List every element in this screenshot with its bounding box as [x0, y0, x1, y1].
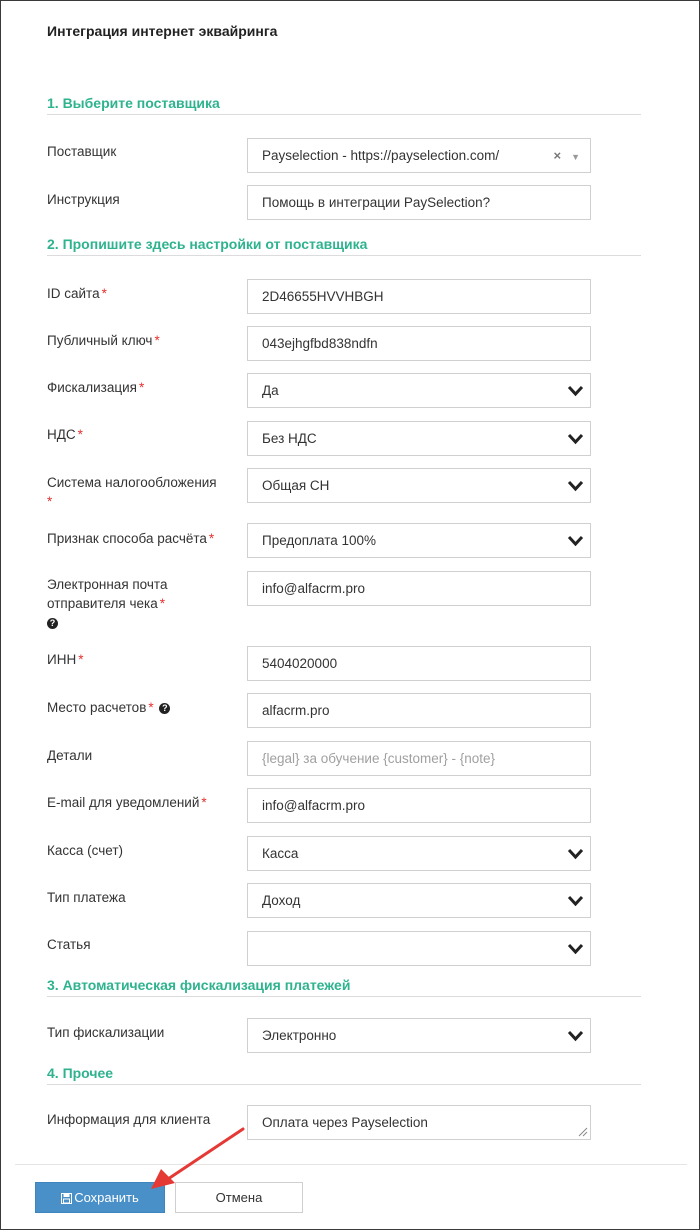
vat-select[interactable]: Без НДС — [247, 421, 591, 456]
required-mark: * — [159, 596, 165, 611]
site-id-input[interactable]: 2D46655HVVHBGH — [247, 279, 591, 314]
fiscalization-select[interactable]: Да — [247, 373, 591, 408]
floppy-disk-icon — [61, 1193, 72, 1204]
chevron-down-icon — [567, 943, 584, 955]
fiscal-type-select[interactable]: Электронно — [247, 1018, 591, 1053]
clear-icon[interactable]: × — [553, 148, 562, 163]
chevron-down-icon — [567, 433, 584, 445]
required-mark: * — [154, 333, 160, 348]
required-mark: * — [201, 795, 207, 810]
public-key-input[interactable]: 043ejhgfbd838ndfn — [247, 326, 591, 361]
caret-down-icon[interactable]: ▼ — [571, 152, 580, 162]
sender-email-input[interactable]: info@alfacrm.pro — [247, 571, 591, 606]
required-mark: * — [148, 700, 154, 715]
annotation-arrow — [141, 1121, 251, 1191]
cashbox-select[interactable]: Касса — [247, 836, 591, 871]
settlement-place-input[interactable]: alfacrm.pro — [247, 693, 591, 728]
sender-email-label: Электронная почта отправителя чека * ? — [47, 577, 168, 628]
vat-label: НДС * — [47, 427, 83, 442]
instruction-label: Инструкция — [47, 192, 120, 207]
chevron-down-icon — [567, 480, 584, 492]
footer-divider — [15, 1164, 687, 1165]
notify-email-input[interactable]: info@alfacrm.pro — [247, 788, 591, 823]
chevron-down-icon — [567, 385, 584, 397]
required-mark: * — [208, 531, 215, 546]
cashbox-label: Касса (счет) — [47, 843, 123, 858]
site-id-label: ID сайта * — [47, 286, 107, 301]
resize-handle-icon[interactable] — [578, 1127, 588, 1137]
chevron-down-icon — [567, 535, 584, 547]
payment-type-label: Тип платежа — [47, 890, 126, 905]
notify-email-label: E-mail для уведомлений * — [47, 795, 207, 810]
cancel-button[interactable]: Отмена — [175, 1182, 303, 1213]
details-label: Детали — [47, 748, 93, 763]
provider-value: Payselection - https://payselection.com/ — [262, 148, 500, 163]
settlement-place-label: Место расчетов * ? — [47, 698, 237, 717]
modal-title: Интеграция интернет эквайринга — [47, 23, 278, 39]
save-button[interactable]: Сохранить — [35, 1182, 165, 1213]
chevron-down-icon — [567, 848, 584, 860]
section-header-auto-fiscalization: 3. Автоматическая фискализация платежей — [47, 977, 641, 997]
instruction-link[interactable]: Помощь в интеграции PaySelection? — [247, 185, 591, 220]
fiscalization-label: Фискализация * — [47, 380, 145, 395]
required-mark: * — [47, 494, 53, 509]
chevron-down-icon — [567, 1030, 584, 1042]
public-key-label: Публичный ключ * — [47, 333, 160, 348]
fiscal-type-label: Тип фискализации — [47, 1025, 165, 1040]
article-select[interactable] — [247, 931, 591, 966]
help-icon[interactable]: ? — [159, 703, 170, 714]
article-label: Статья — [47, 937, 91, 952]
required-mark: * — [138, 380, 145, 395]
payment-method-select[interactable]: Предоплата 100% — [247, 523, 591, 558]
help-icon[interactable]: ? — [47, 618, 58, 629]
provider-label: Поставщик — [47, 144, 117, 159]
inn-label: ИНН * — [47, 652, 84, 667]
required-mark: * — [78, 652, 84, 667]
details-input[interactable]: {legal} за обучение {customer} - {note} — [247, 741, 591, 776]
payment-type-select[interactable]: Доход — [247, 883, 591, 918]
tax-system-select[interactable]: Общая СН — [247, 468, 591, 503]
required-mark: * — [101, 286, 107, 301]
client-info-label: Информация для клиента — [47, 1112, 211, 1127]
payment-method-label: Признак способа расчёта * — [47, 531, 215, 546]
section-header-other: 4. Прочее — [47, 1065, 641, 1085]
chevron-down-icon — [567, 895, 584, 907]
inn-input[interactable]: 5404020000 — [247, 646, 591, 681]
provider-select[interactable] — [247, 138, 591, 173]
section-header-settings: 2. Пропишите здесь настройки от поставщика — [47, 236, 641, 256]
client-info-textarea[interactable]: Оплата через Payselection — [247, 1105, 591, 1140]
section-header-provider: 1. Выберите поставщика — [47, 95, 641, 115]
required-mark: * — [77, 427, 83, 442]
tax-system-label: Система налогообложения * — [47, 475, 217, 509]
